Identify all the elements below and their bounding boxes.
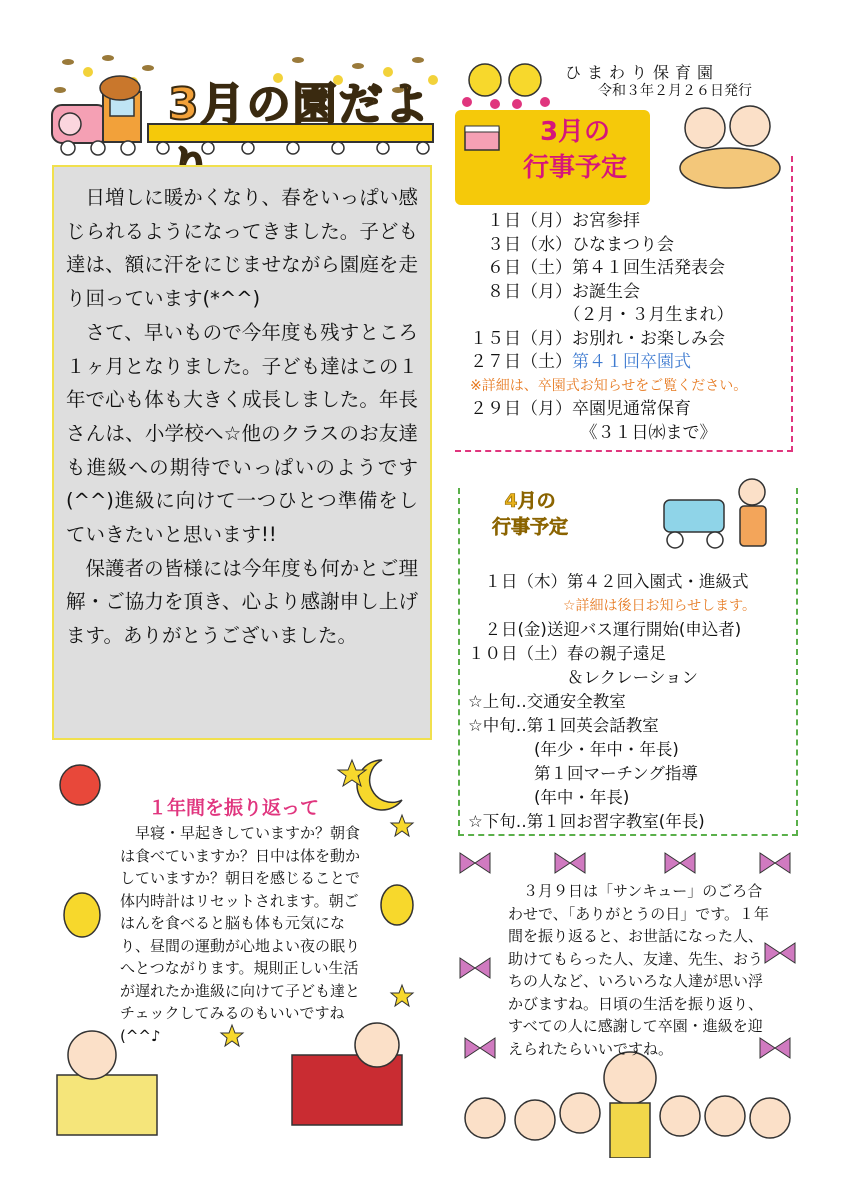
april-event: (年少・年中・年長) xyxy=(468,740,679,759)
april-events-heading xyxy=(465,488,595,540)
march-event-graduation xyxy=(470,351,790,375)
march-heading-line2: 行事予定 xyxy=(522,153,627,183)
cake-icon xyxy=(461,118,503,154)
school-name: ひまわり保育園 xyxy=(565,63,720,82)
april-event: ＆レクレーション xyxy=(468,668,699,687)
intro-paragraph-3: 保護者の皆様には今年度も何かとご理解・ご協力を頂き、心より感謝申し上げます。ありがとうございました。 xyxy=(66,556,418,648)
april-event: ２日(金)送迎バス運行開始(申込者) xyxy=(468,620,742,639)
graduation-note: ※詳細は、卒園式お知らせをご覧ください。 xyxy=(470,377,748,394)
graduation-ceremony: 第４１回卒園式 xyxy=(572,352,691,372)
april-heading-line2: 行事予定 xyxy=(491,516,568,538)
march-event: １日（月）お宮参拝 xyxy=(470,211,640,231)
march-heading-line1: 3月の xyxy=(539,117,611,147)
march-event: １５日（月）お別れ・お楽しみ会 xyxy=(470,328,725,349)
thank-you-paragraph: ３月９日は「サンキュー」のごろ合わせで、「ありがとうの日」です。１年間を振り返ると、お世話になった人、助けてもらった人、友達、先生、おうちの人など、いろいろな人達が思い浮かびますね。日頃の生活を振り返り、すべての人に感謝して卒園・進級を迎えられたらいいですね。 xyxy=(508,882,770,1058)
april-events-list xyxy=(468,570,798,834)
march-event: ２９日（月）卒園児通常保育 xyxy=(470,399,691,419)
kids-with-lunchbox-illustration xyxy=(675,98,785,193)
april-event: (年中・年長) xyxy=(468,788,630,807)
april-event: ☆下旬‥第１回お習字教室(年長) xyxy=(468,812,705,831)
april-note: ☆詳細は後日お知らせします。 xyxy=(563,598,757,614)
march-event-sub: 《３１日㈬まで》 xyxy=(470,422,717,443)
chicks-illustration xyxy=(455,50,555,110)
intro-message-box xyxy=(52,165,432,740)
masthead xyxy=(48,50,443,160)
issue-date: 令和３年２月２６日発行 xyxy=(598,83,752,99)
april-event: ☆上旬‥交通安全教室 xyxy=(468,692,626,711)
march-event: （２月・３月生まれ） xyxy=(470,305,734,325)
intro-paragraph-1: 日増しに暖かくなり、春をいっぱい感じられるようになってきました。子ども達は、額に汗をにじませながら園庭を走り回っています(*^^) xyxy=(66,186,418,311)
march-event: ６日（土）第４１回生活発表会 xyxy=(470,258,725,278)
april-event: ☆中旬‥第１回英会話教室 xyxy=(468,716,659,735)
intro-paragraph-2: さて、早いもので今年度も残すところ１ヶ月となりました。子ども達はこの１年で心も体も大きく成長しました。年長さんは、小学校へ☆他のクラスのお友達も進級への期待でいっぱいのようです(^^)進級に向けて一つひとつ準備をしていきたいと思います!! xyxy=(66,320,418,547)
march-events-heading xyxy=(455,110,650,205)
reflection-text xyxy=(120,822,370,1047)
april-event: １０日（土）春の親子遠足 xyxy=(468,644,666,663)
newsletter-title: 3月の園だよ xyxy=(168,79,431,130)
thank-you-day-text xyxy=(508,880,772,1060)
graduation-date: ２７日（土） xyxy=(470,352,572,372)
reflection-title: １年間を振り返って xyxy=(148,797,320,819)
reflection-paragraph: 早寝・早起きしていますか？朝食は食べていますか？日中は体を動かしていますか？朝日を感じることで体内時計はリセットされます。朝ごはんを食べると脳も体も元気になり、昼間の運動が心地よい夜の眠りへとつながります。規則正しい生活が遅れたか進級に向けて子ども達とチェックしてみるのもいいですね(^^♪ xyxy=(120,824,361,1045)
march-event: ８日（月）お誕生会 xyxy=(470,281,640,302)
april-event: １日（木）第４２回入園式・進級式 xyxy=(468,572,749,591)
march-event: ３日（水）ひなまつり会 xyxy=(470,234,674,255)
april-heading-line1: 4月の xyxy=(504,490,556,512)
stroller-illustration xyxy=(660,470,780,555)
april-event: 第１回マーチング指導 xyxy=(468,764,698,783)
march-events-list xyxy=(470,210,790,445)
